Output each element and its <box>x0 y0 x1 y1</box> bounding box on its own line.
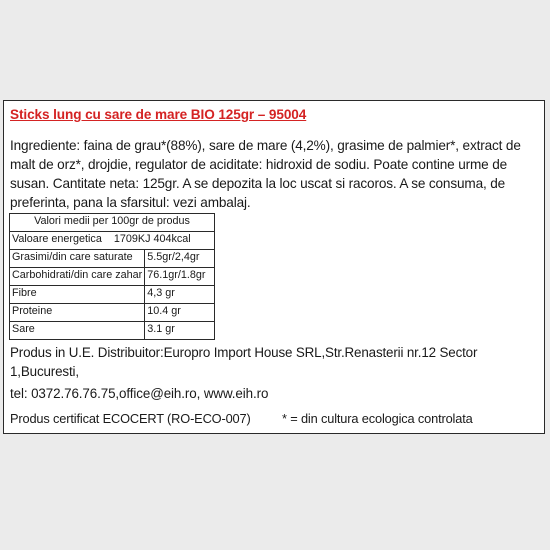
ingredients-text: Ingrediente: faina de grau*(88%), sare de mare (4,2%), grasime de palmier*, extract de malt de orz*, drojdie, regulator de aciditate: hidroxid de sodiu. Poate contine urme de susan. Cantitate neta: 125gr. A se depozita la loc uscat si racoros. A se consuma, de preferinta, pana la sfarsitul: vezi ambalaj. <box>10 138 521 210</box>
nutrition-label: Fibre <box>10 286 145 304</box>
distributor-text: Produs in U.E. Distribuitor:Europro Import House SRL,Str.Renasterii nr.12 Sector 1,Bucuresti, <box>10 345 478 379</box>
nutrition-label: Grasimi/din care saturate <box>10 250 145 268</box>
nutrition-value: 76.1gr/1.8gr <box>145 268 215 286</box>
nutrition-header: Valori medii per 100gr de produs <box>10 214 215 232</box>
nutrition-energy-value: 1709KJ 404kcal <box>113 233 191 245</box>
nutrition-table <box>9 213 215 340</box>
nutrition-value: 4,3 gr <box>145 286 215 304</box>
nutrition-value: 10.4 gr <box>145 304 215 322</box>
contact-text: tel: 0372.76.76.75,office@eih.ro, www.eih.ro <box>10 386 269 401</box>
nutrition-energy-cell <box>10 232 215 250</box>
nutrition-header-row <box>10 214 215 232</box>
nutrition-value: 5.5gr/2,4gr <box>145 250 215 268</box>
nutrition-label: Carbohidrati/din care zahar <box>10 268 145 286</box>
nutrition-energy-label: Valoare energetica <box>12 233 102 245</box>
certification-text: Produs certificat ECOCERT (RO-ECO-007) <box>10 411 251 426</box>
organic-footnote: * = din cultura ecologica controlata <box>282 411 473 426</box>
nutrition-label: Proteine <box>10 304 145 322</box>
product-title: Sticks lung cu sare de mare BIO 125gr – 95004 <box>10 107 307 122</box>
nutrition-row <box>10 286 215 304</box>
nutrition-row <box>10 268 215 286</box>
nutrition-value: 3.1 gr <box>145 322 215 340</box>
product-label-panel <box>3 100 545 434</box>
nutrition-row <box>10 304 215 322</box>
nutrition-row <box>10 250 215 268</box>
nutrition-label: Sare <box>10 322 145 340</box>
nutrition-row-energy <box>10 232 215 250</box>
certification-line <box>10 411 538 426</box>
nutrition-row <box>10 322 215 340</box>
